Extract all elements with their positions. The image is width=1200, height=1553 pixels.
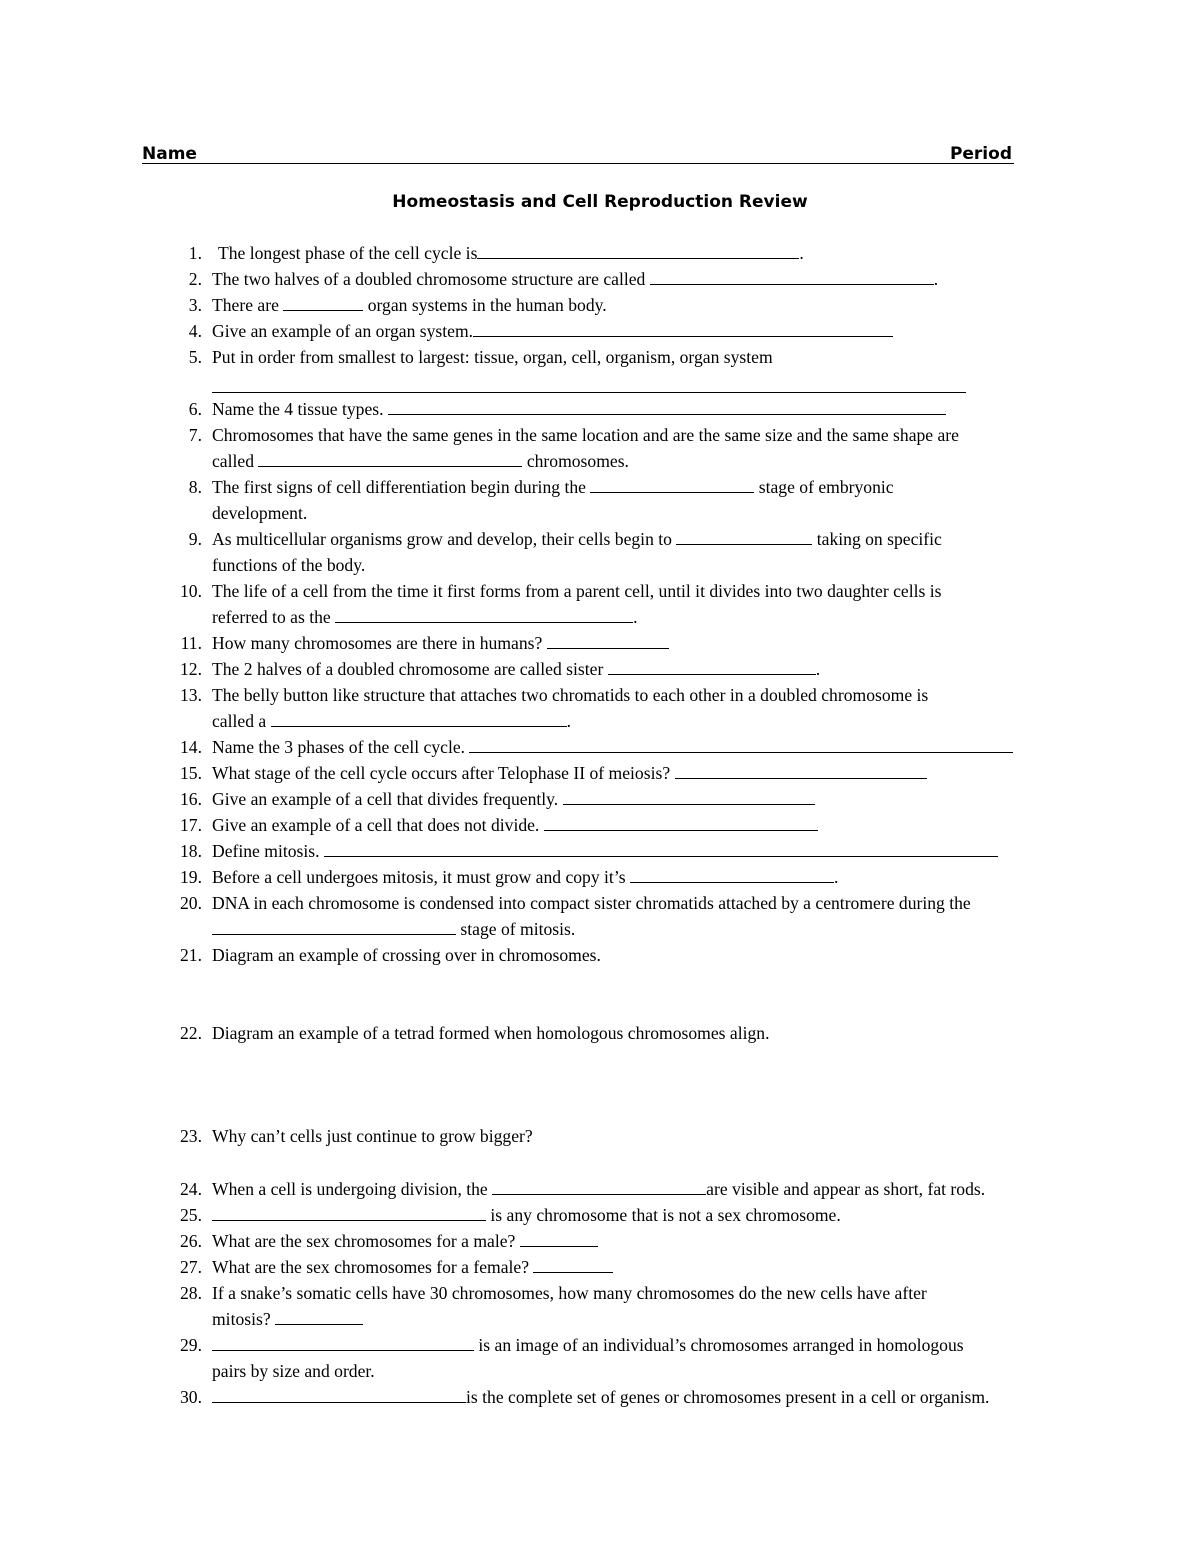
question-number: 21. bbox=[180, 945, 202, 965]
question-text: The belly button like structure that attaches two chromatids to each other in a doubled chromosome is bbox=[212, 685, 929, 705]
answer-blank[interactable] bbox=[212, 916, 456, 935]
question-number: 23. bbox=[180, 1126, 202, 1146]
question-number: 17. bbox=[180, 815, 202, 835]
question-text: Put in order from smallest to largest: tissue, organ, cell, organism, organ system bbox=[212, 347, 773, 367]
answer-blank[interactable] bbox=[547, 630, 669, 649]
question-number: 2. bbox=[188, 269, 202, 289]
question-number: 10. bbox=[180, 581, 202, 601]
question-number: 18. bbox=[180, 841, 202, 861]
question-text: When a cell is undergoing division, the bbox=[212, 1179, 488, 1199]
answer-blank[interactable] bbox=[520, 1228, 598, 1247]
page-title: Homeostasis and Cell Reproduction Review bbox=[392, 192, 808, 212]
question-number: 24. bbox=[180, 1179, 202, 1199]
question-number: 25. bbox=[180, 1205, 202, 1225]
question-text: The longest phase of the cell cycle is bbox=[218, 243, 478, 263]
name-label: Name bbox=[142, 144, 197, 164]
question-text: Give an example of a cell that divides frequently. bbox=[212, 789, 559, 809]
question-number: 6. bbox=[188, 399, 202, 419]
question-text-end: . bbox=[933, 269, 939, 289]
question-number: 4. bbox=[188, 321, 202, 341]
question-number: 16. bbox=[180, 789, 202, 809]
question-text-end: . bbox=[633, 607, 638, 627]
question-number: 3. bbox=[188, 295, 202, 315]
question-text-cont: called a bbox=[212, 711, 267, 731]
answer-blank[interactable] bbox=[324, 838, 998, 857]
question-text-cont: called bbox=[212, 451, 254, 471]
question-text: Give an example of an organ system. bbox=[212, 321, 474, 341]
question-text: Name the 3 phases of the cell cycle. bbox=[212, 737, 466, 757]
answer-blank[interactable] bbox=[590, 474, 754, 493]
question-number: 22. bbox=[180, 1023, 202, 1043]
answer-blank[interactable] bbox=[212, 1202, 486, 1221]
question-text-end: stage of mitosis. bbox=[460, 919, 576, 939]
answer-blank[interactable] bbox=[533, 1254, 613, 1273]
question-text: As multicellular organisms grow and develop, their cells begin to bbox=[212, 529, 672, 549]
question-number: 8. bbox=[188, 477, 202, 497]
period-label: Period bbox=[949, 144, 1012, 164]
question-text: What are the sex chromosomes for a female? bbox=[212, 1257, 530, 1277]
answer-blank[interactable] bbox=[388, 396, 946, 415]
question-text: What are the sex chromosomes for a male? bbox=[212, 1231, 516, 1251]
question-text-cont: referred to as the bbox=[212, 607, 331, 627]
question-text: There are bbox=[212, 295, 279, 315]
question-text: is the complete set of genes or chromosomes present in a cell or organism. bbox=[466, 1387, 990, 1407]
question-text: Define mitosis. bbox=[212, 841, 320, 861]
question-text: DNA in each chromosome is condensed into compact sister chromatids attached by a centromere during the bbox=[212, 893, 971, 913]
question-number: 27. bbox=[180, 1257, 202, 1277]
question-text-end: development. bbox=[212, 503, 308, 523]
answer-blank[interactable] bbox=[212, 1332, 474, 1351]
answer-blank[interactable] bbox=[275, 1306, 363, 1325]
question-text: Name the 4 tissue types. bbox=[212, 399, 384, 419]
question-text-end: chromosomes. bbox=[526, 451, 629, 471]
question-number: 7. bbox=[188, 425, 202, 445]
answer-blank[interactable] bbox=[608, 656, 816, 675]
answer-blank[interactable] bbox=[212, 1384, 466, 1403]
answer-blank[interactable] bbox=[630, 864, 834, 883]
question-number: 19. bbox=[180, 867, 202, 887]
question-number: 11. bbox=[180, 633, 202, 653]
question-number: 29. bbox=[180, 1335, 202, 1355]
question-number: 30. bbox=[180, 1387, 202, 1407]
question-text: Give an example of a cell that does not divide. bbox=[212, 815, 540, 835]
answer-blank[interactable] bbox=[477, 240, 799, 259]
name-line[interactable] bbox=[142, 163, 1014, 164]
answer-blank[interactable] bbox=[544, 812, 818, 831]
answer-blank[interactable] bbox=[563, 786, 815, 805]
answer-blank[interactable] bbox=[473, 318, 893, 337]
answer-line[interactable] bbox=[212, 392, 966, 393]
question-number: 28. bbox=[180, 1283, 202, 1303]
question-text: Diagram an example of a tetrad formed when homologous chromosomes align. bbox=[212, 1023, 770, 1043]
question-text: What stage of the cell cycle occurs after Telophase II of meiosis? bbox=[212, 763, 671, 783]
question-text-end: pairs by size and order. bbox=[212, 1361, 375, 1381]
answer-blank[interactable] bbox=[469, 734, 1013, 753]
question-text: Why can’t cells just continue to grow bigger? bbox=[212, 1126, 533, 1146]
question-text-end: functions of the body. bbox=[212, 555, 366, 575]
question-number: 20. bbox=[180, 893, 202, 913]
answer-blank[interactable] bbox=[492, 1176, 706, 1195]
question-text-end: . bbox=[799, 243, 804, 263]
question-text: The 2 halves of a doubled chromosome are called sister bbox=[212, 659, 604, 679]
question-text-cont: mitosis? bbox=[212, 1309, 271, 1329]
question-text: How many chromosomes are there in humans? bbox=[212, 633, 543, 653]
answer-blank[interactable] bbox=[650, 266, 934, 285]
answer-blank[interactable] bbox=[675, 760, 927, 779]
question-text: Before a cell undergoes mitosis, it must grow and copy it’s bbox=[212, 867, 626, 887]
question-text-end: . bbox=[566, 711, 572, 731]
question-text-cont: stage of embryonic bbox=[758, 477, 894, 497]
question-number: 9. bbox=[188, 529, 202, 549]
name-period-header bbox=[142, 142, 1014, 166]
question-text-end: . bbox=[815, 659, 821, 679]
question-number: 5. bbox=[188, 347, 202, 367]
question-text: If a snake’s somatic cells have 30 chromosomes, how many chromosomes do the new cells have after bbox=[212, 1283, 927, 1303]
question-number: 1. bbox=[188, 243, 202, 263]
question-text: The first signs of cell differentiation begin during the bbox=[212, 477, 586, 497]
question-number: 14. bbox=[180, 737, 202, 757]
question-text: The life of a cell from the time it first forms from a parent cell, until it divides into two daughter cells is bbox=[212, 581, 942, 601]
question-text-end: are visible and appear as short, fat rods. bbox=[706, 1179, 986, 1199]
question-text: is any chromosome that is not a sex chromosome. bbox=[490, 1205, 841, 1225]
answer-blank[interactable] bbox=[283, 292, 363, 311]
question-number: 12. bbox=[180, 659, 202, 679]
question-number: 13. bbox=[180, 685, 202, 705]
question-number: 26. bbox=[180, 1231, 202, 1251]
question-text: Chromosomes that have the same genes in the same location and are the same size and the same shape are bbox=[212, 425, 959, 445]
question-number: 15. bbox=[180, 763, 202, 783]
answer-blank[interactable] bbox=[335, 604, 633, 623]
question-text-end: . bbox=[833, 867, 839, 887]
answer-blank[interactable] bbox=[271, 708, 567, 727]
question-text-cont: taking on specific bbox=[816, 529, 942, 549]
question-text: Diagram an example of crossing over in chromosomes. bbox=[212, 945, 601, 965]
question-text: The two halves of a doubled chromosome structure are called bbox=[212, 269, 646, 289]
question-text: is an image of an individual’s chromosomes arranged in homologous bbox=[478, 1335, 964, 1355]
question-text-end: organ systems in the human body. bbox=[367, 295, 607, 315]
answer-blank[interactable] bbox=[676, 526, 812, 545]
answer-blank[interactable] bbox=[258, 448, 522, 467]
